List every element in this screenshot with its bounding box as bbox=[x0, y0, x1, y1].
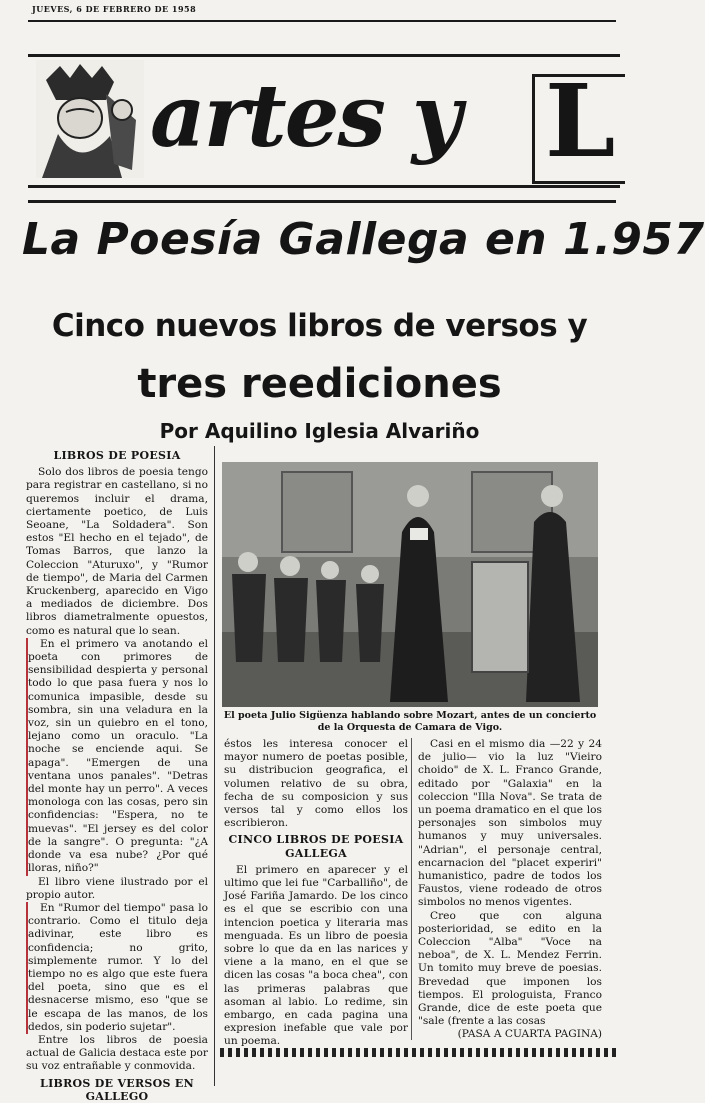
dateline: JUEVES, 6 DE FEBRERO DE 1958 bbox=[32, 4, 197, 14]
masthead-rule bbox=[28, 200, 616, 203]
col3-paragraph: Creo que con alguna posterioridad, se edito en la Coleccion "Alba" "Voce na neboa", de X. L. Mendez Ferrin. Un tomito muy breve de poesias. Brevedad que imponen los tiempos. El prologuista, Franco Grande, dice de este poeta que "sale (frente a las cosas bbox=[418, 909, 602, 1028]
col1-paragraph: Entre los libros de poesia actual de Galicia destaca este por su voz entrañable y conmovida. bbox=[26, 1033, 208, 1073]
headline: La Poesía Gallega en 1.957 bbox=[22, 214, 705, 265]
masthead-title: artes y bbox=[150, 66, 460, 167]
column-divider bbox=[214, 446, 215, 1086]
col1-paragraph: Solo dos libros de poesia tengo para registrar en castellano, si no queremos incluir el drama, ciertamente poetico, de Luis Seoane, "La Soldadera". Son estos "El hecho en el tejado", de Tomas Barros, que lanzo la Coleccion "Aturuxo", y "Rumor de tiempo", de Maria del Carmen Kruckenberg, aparecido en Vigo a mediados de diciembre. Dos libros diametralmente opuestos, como es natural que lo sean. bbox=[26, 466, 208, 637]
col1-paragraph: En el primero va anotando el poeta con primores de sensibilidad despierta y personal todo lo que pasa fuera y nos lo comunica impasible, desde su sombra, sin una veladura en la voz, sin un quiebro en el tono, lejano como un oraculo. "La noche se enciende aqui. Se apaga". "Emergen de una ventana unos panales". "Detras del monte hay un perro". A veces monologa con las cosas, pero sin confidencias: "Espera, no te muevas". "El jersey es del color de la sangre". O pregunta: "¿A donde va esa nube? ¿Por qué lloras, niño?" bbox=[28, 637, 208, 875]
photo-caption: El poeta Julio Sigüenza hablando sobre Mozart, antes de un concierto de la Orquesta de Camara de Vigo. bbox=[223, 710, 597, 733]
col2-heading: CINCO LIBROS DE POESIA GALLEGA bbox=[228, 833, 404, 860]
col1-heading: LIBROS DE POESIA bbox=[53, 449, 181, 462]
masthead-letter-box bbox=[532, 62, 625, 184]
col1-footer-heading: LIBROS DE VERSOS EN GALLEGO bbox=[40, 1076, 194, 1103]
concert-photo bbox=[222, 462, 598, 707]
masthead-illustration bbox=[36, 60, 144, 178]
subheadline-2: tres reediciones bbox=[137, 361, 502, 407]
top-rule bbox=[28, 20, 616, 22]
col1-paragraph: El libro viene ilustrado por el propio autor. bbox=[26, 875, 208, 901]
col3-continuation: (PASA A CUARTA PAGINA) bbox=[457, 1028, 602, 1041]
bottom-border bbox=[220, 1048, 620, 1057]
col3-paragraph: Casi en el mismo dia —22 y 24 de julio— vio la luz "Vieiro choido" de X. L. Franco Grande, editado por "Galaxia" en la coleccion "Illa Nova". Se trata de un poema dramatico en el que los personajes son simbolos muy humanos y muy universales. "Adrian", el personaje central, encarnacion del "placet experiri" humanistico, padre de todos los Faustos, viene rodeado de otros simbolos no menos vigentes. bbox=[418, 738, 602, 909]
byline: Por Aquilino Iglesia Alvariño bbox=[159, 419, 480, 443]
column-1 bbox=[26, 446, 208, 1103]
column-divider bbox=[411, 738, 412, 1040]
masthead-letter: L bbox=[545, 62, 616, 180]
col2-paragraph: El primero en aparecer y el ultimo que lei fue "Carballiño", de José Fariña Jamardo. De los cinco es el que se escribio con una intencion poetica y literaria mas menguada. Es un libro de poesia sobre lo que da en las narices y viene a la mano, en el que se dicen las cosas "a boca chea", con las primeras palabras que asoman al labio. Lo redime, sin embargo, en cada pagina una expresion inefable que vale por un poema. bbox=[224, 863, 408, 1048]
col1-paragraph: En "Rumor del tiempo" pasa lo contrario. Como el titulo deja adivinar, este libro es confidencia; no grito, simplemente rumor. Y lo del tiempo no es algo que este fuera del poeta, sino que es el desnacerse mismo, eso "que se le escapa de las manos, de los dedos, sin poderio sujetar". bbox=[28, 901, 208, 1033]
col2-lead: éstos les interesa conocer el mayor numero de poetas posible, su distribucion geografica, el volumen relativo de su obra, fecha de su composicion y sus versos tal y como ellos los escribieron. bbox=[224, 738, 408, 830]
subheadline-1: Cinco nuevos libros de versos y bbox=[51, 308, 588, 344]
column-3 bbox=[418, 738, 602, 1041]
column-2 bbox=[224, 738, 408, 1078]
